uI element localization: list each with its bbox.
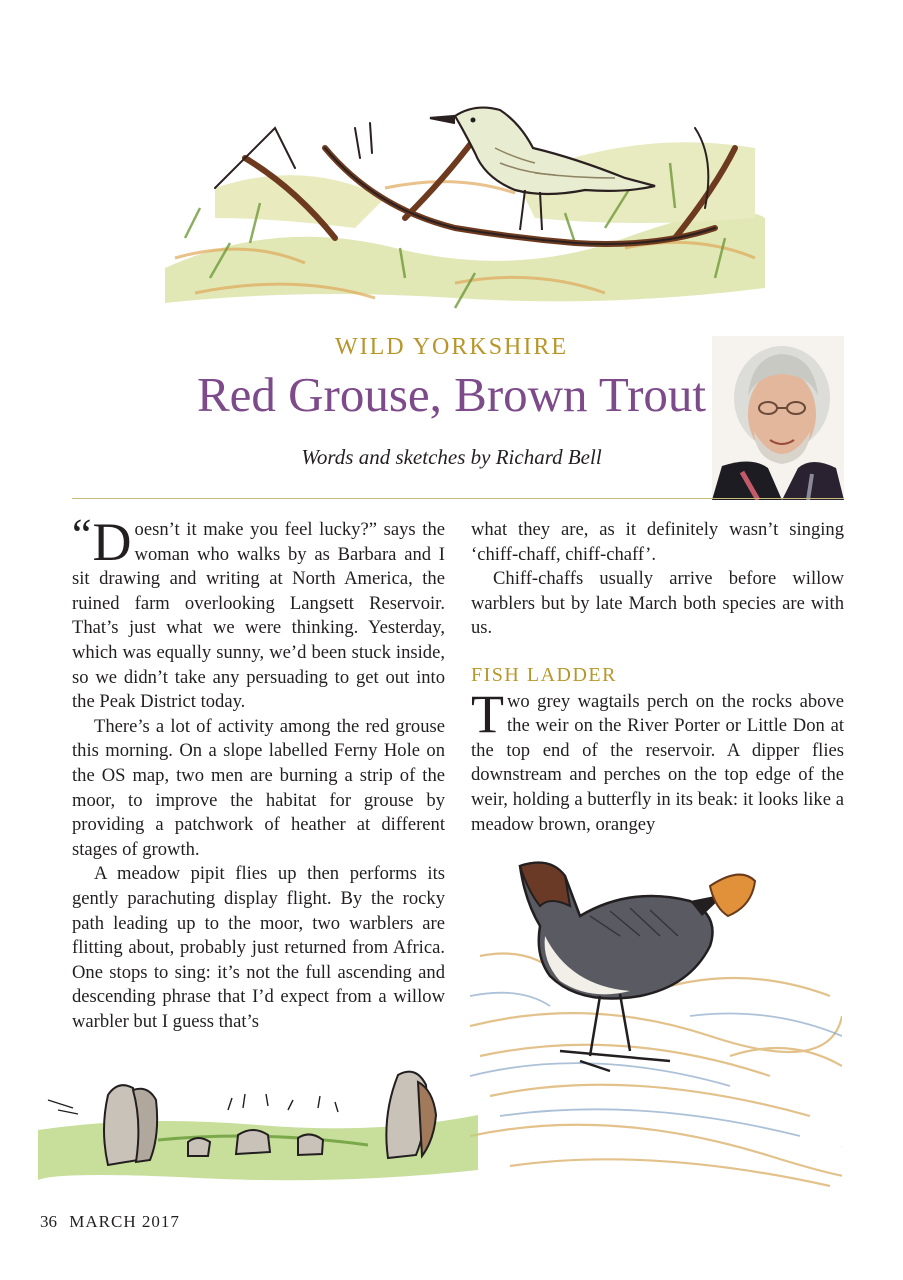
header-divider (72, 498, 844, 499)
opening-quote: “ (72, 510, 92, 559)
paragraph-1-text: oesn’t it make you feel lucky?” says the woman who walks by as Barbara and I sit drawing and writing at North America, the ruined farm overlooking Langsett Reservoir. That’s just what we were thinking. Yesterday, which was equally sunny, we’d been stuck inside, so we didn’t take any persuading to get out into the Peak District today. (72, 519, 445, 713)
dipper-with-butterfly-sketch (470, 846, 842, 1196)
drop-cap: T (471, 683, 504, 744)
subheading-fish-ladder: FISH LADDER (471, 663, 617, 686)
standing-stones-sketch (38, 1060, 478, 1190)
bird-on-branch-sketch (155, 68, 775, 320)
issue-date: MARCH 2017 (69, 1212, 180, 1231)
left-column (72, 510, 445, 1034)
paragraph-3: A meadow pipit flies up then performs its gently parachuting display flight. By the rocky path leading up to the moor, two warblers are flitting about, probably just returned from Africa. One stops to sing: it’s not the full ascending and descending phrase that I’d expect from a willow warbler but I guess that’s (72, 863, 445, 1032)
byline: Words and sketches by Richard Bell (301, 445, 602, 469)
paragraph-6 (471, 683, 844, 838)
article-title: Red Grouse, Brown Trout (196, 367, 707, 422)
right-column (471, 518, 844, 837)
page-footer (40, 1212, 180, 1232)
paragraph-6-text: wo grey wagtails perch on the rocks above the weir on the River Porter or Little Don at the top end of the reservoir. A dipper flies downstream and perches on the top edge of the weir, holding a butterfly in its beak: it looks like a meadow brown, orangey (471, 690, 844, 835)
paragraph-5: Chiff-chaffs usually arrive before willow warblers but by late March both species are with us. (471, 568, 844, 639)
paragraph-2: There’s a lot of activity among the red grouse this morning. On a slope labelled Ferny Hole on the OS map, two men are burning a strip of the moor, to improve the habitat for grouse by providing a patchwork of heather at different stages of growth. (72, 715, 445, 860)
page-number: 36 (40, 1212, 57, 1231)
drop-cap: “D (72, 510, 132, 572)
section-label: WILD YORKSHIRE (334, 334, 569, 360)
paragraph-4: what they are, as it definitely wasn’t singing ‘chiff-chaff, chiff-chaff’. (471, 519, 844, 565)
paragraph-1 (72, 510, 445, 715)
